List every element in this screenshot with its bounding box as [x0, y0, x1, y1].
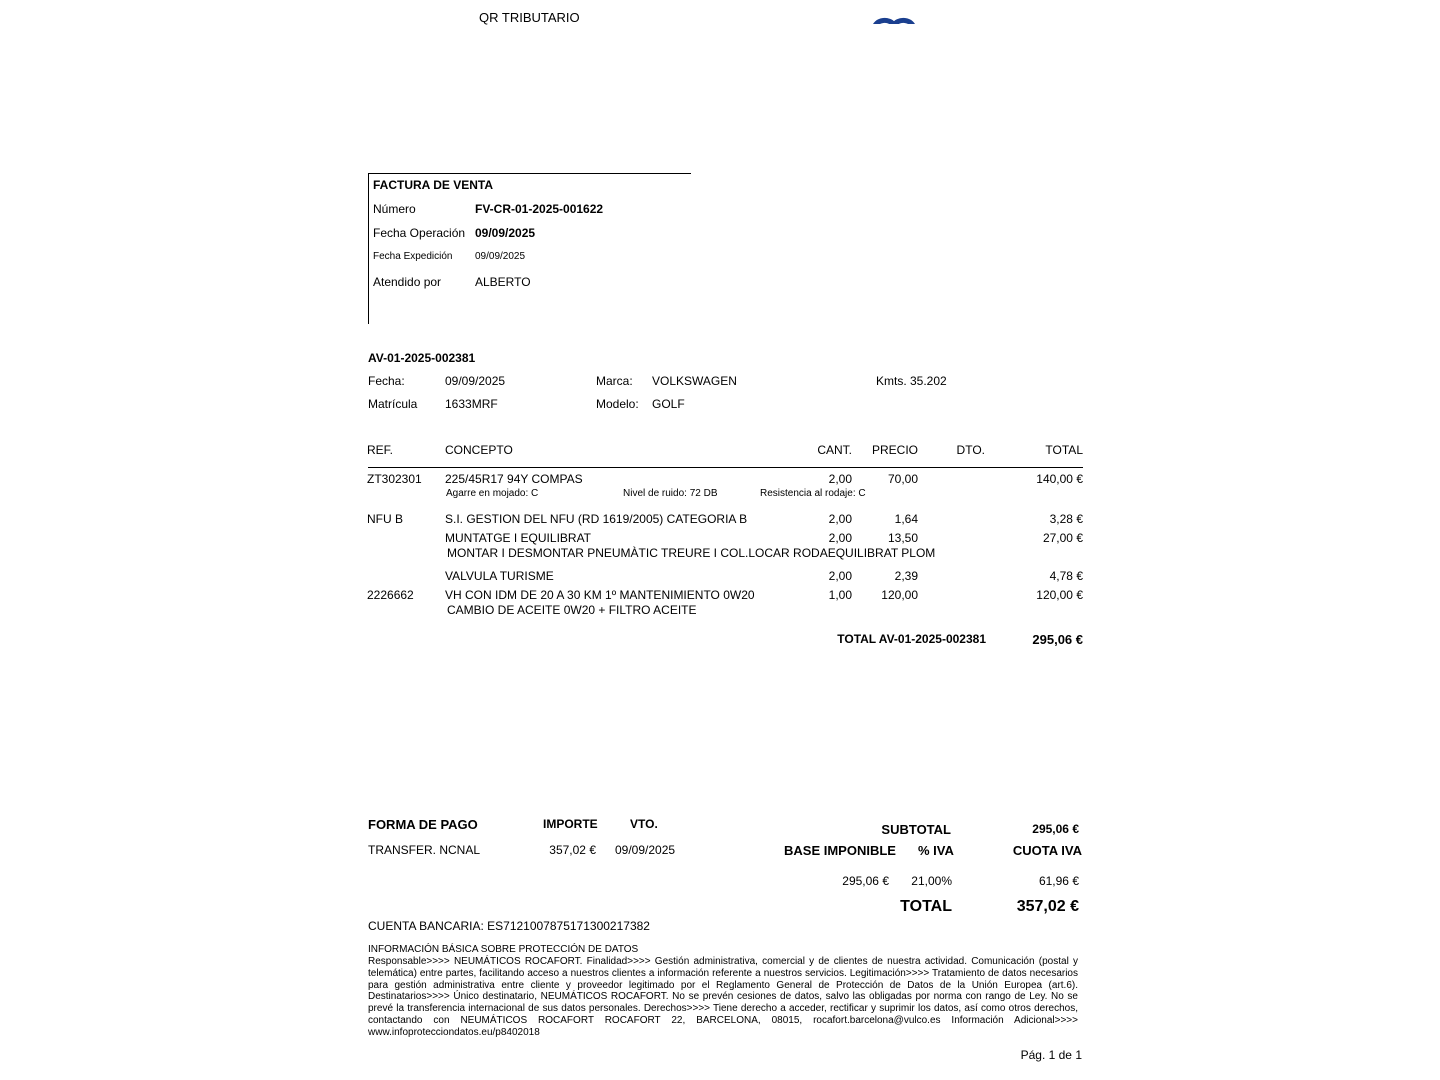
row-4-total: 4,78 €: [1049, 569, 1083, 583]
col-header-price: PRECIO: [871, 443, 918, 457]
row-5-qty: 1,00: [828, 588, 852, 602]
order-date-value: 09/09/2025: [445, 374, 506, 388]
attended-by-value: ALBERTO: [475, 275, 531, 289]
row-2-ref: NFU B: [367, 512, 403, 526]
col-header-total: TOTAL: [1045, 443, 1083, 457]
operation-date-label: Fecha Operación: [373, 226, 466, 240]
row-3-note: MONTAR I DESMONTAR PNEUMÀTIC TREURE I COL.LOCAR RODAEQUILIBRAT PLOM: [447, 546, 936, 560]
vat-percent-value: 21,00%: [911, 874, 952, 888]
payment-amount-value: 357,02 €: [549, 843, 596, 857]
payment-method-header: FORMA DE PAGO: [368, 817, 478, 832]
order-total-value: 295,06 €: [1032, 632, 1083, 647]
row-3-price: 13,50: [887, 531, 918, 545]
subtotal-label: SUBTOTAL: [881, 822, 951, 837]
row-5-total: 120,00 €: [1036, 588, 1083, 602]
invoice-info-box: [368, 173, 691, 324]
plate-value: 1633MRF: [445, 397, 498, 411]
col-header-ref: REF.: [367, 443, 394, 457]
col-header-discount: DTO.: [956, 443, 985, 457]
order-code: AV-01-2025-002381: [368, 351, 476, 365]
row-1-total: 140,00 €: [1036, 472, 1083, 486]
issue-date-label: Fecha Expedición: [373, 251, 453, 262]
row-4-concept: VALVULA TURISME: [445, 569, 554, 583]
invoice-heading: FACTURA DE VENTA: [373, 178, 493, 192]
row-2-qty: 2,00: [828, 512, 852, 526]
page-number: Pág. 1 de 1: [1020, 1048, 1082, 1062]
row-1-qty: 2,00: [828, 472, 852, 486]
col-header-concept: CONCEPTO: [445, 443, 513, 457]
vat-amount-label: CUOTA IVA: [1012, 843, 1082, 858]
row-2-total: 3,28 €: [1049, 512, 1083, 526]
vat-amount-value: 61,96 €: [1038, 874, 1079, 888]
order-total-label: TOTAL AV-01-2025-002381: [837, 632, 986, 646]
row-2-price: 1,64: [894, 512, 918, 526]
model-label: Modelo:: [596, 397, 639, 411]
row-5-concept: VH CON IDM DE 20 A 30 KM 1º MANTENIMIENTO 0W20: [445, 588, 755, 602]
privacy-title: INFORMACIÓN BÁSICA SOBRE PROTECCIÓN DE DATOS: [368, 944, 639, 955]
row-3-qty: 2,00: [828, 531, 852, 545]
tax-base-label: BASE IMPONIBLE: [784, 843, 896, 858]
issue-date-value: 09/09/2025: [475, 251, 526, 262]
row-1-concept: 225/45R17 94Y COMPAS: [445, 472, 583, 486]
row-5-note: CAMBIO DE ACEITE 0W20 + FILTRO ACEITE: [447, 603, 697, 617]
brand-value: VOLKSWAGEN: [652, 374, 737, 388]
operation-date-value: 09/09/2025: [475, 226, 536, 240]
tax-base-value: 295,06 €: [842, 874, 889, 888]
bank-account: CUENTA BANCARIA: ES7121007875171300217382: [368, 919, 650, 933]
table-header-divider: [368, 467, 1083, 468]
brand-label: Marca:: [596, 374, 633, 388]
invoice-number-value: FV-CR-01-2025-001622: [475, 202, 604, 216]
brand-logo-icon: [870, 10, 918, 24]
row-4-qty: 2,00: [828, 569, 852, 583]
payment-amount-header: IMPORTE: [543, 817, 598, 831]
col-header-qty: CANT.: [817, 443, 852, 457]
invoice-number-label: Número: [373, 202, 416, 216]
plate-label: Matrícula: [368, 397, 418, 411]
order-date-label: Fecha:: [368, 374, 405, 388]
tyre-noise: Nivel de ruido: 72 DB: [623, 488, 718, 499]
privacy-body: Responsable>>>> NEUMÁTICOS ROCAFORT. Finalidad>>>> Gestión administrativa, comercial y de clientes de nuestra actividad. Comunicación (postal y telemática) entre partes, facilitando acceso a nuestros clientes a información referente a nuestros servicios. Legitimación>>>> Tratamiento de datos necesarios para gestión administrativa entre cliente y proveedor legitimado por el Reglamento General de Protección de Datos de la Unión Europea (art.6). Destinatarios>>>> Único destinatario, NEUMÁTICOS ROCAFORT. No se prevén cesiones de datos, salvo las obligadas por norma con rango de Ley. No se prevé la transferencia internacional de sus datos personales. Derechos>>>> Tiene derecho a acceder, rectificar y suprimir los datos, así como otros derechos, contactando con NEUMÁTICOS ROCAFORT ROCAFORT 22, BARCELONA, 08015, rocafort.barcelona@vulco.es Información Adicional>>>> www.infoprotecciondatos.eu/p8402018: [368, 956, 1078, 1038]
row-2-concept: S.I. GESTION DEL NFU (RD 1619/2005) CATEGORIA B: [445, 512, 748, 526]
vat-percent-label: % IVA: [918, 843, 954, 858]
document-header-title: QR TRIBUTARIO: [479, 10, 580, 25]
model-value: GOLF: [652, 397, 685, 411]
row-3-total: 27,00 €: [1042, 531, 1083, 545]
row-1-price: 70,00: [887, 472, 918, 486]
attended-by-label: Atendido por: [373, 275, 442, 289]
tyre-rolling-resistance: Resistencia al rodaje: C: [760, 488, 866, 499]
grand-total-label: TOTAL: [900, 898, 952, 915]
subtotal-value: 295,06 €: [1032, 822, 1079, 836]
row-5-price: 120,00: [881, 588, 918, 602]
row-3-concept: MUNTATGE I EQUILIBRAT: [445, 531, 592, 545]
grand-total-value: 357,02 €: [1016, 898, 1079, 915]
mileage: Kmts. 35.202: [876, 374, 947, 388]
row-5-ref: 2226662: [367, 588, 414, 602]
tyre-wet-grip: Agarre en mojado: C: [446, 488, 539, 499]
payment-due-value: 09/09/2025: [615, 843, 676, 857]
row-4-price: 2,39: [894, 569, 918, 583]
payment-due-header: VTO.: [630, 817, 658, 831]
payment-method-value: TRANSFER. NCNAL: [368, 843, 481, 857]
row-1-ref: ZT302301: [367, 472, 422, 486]
